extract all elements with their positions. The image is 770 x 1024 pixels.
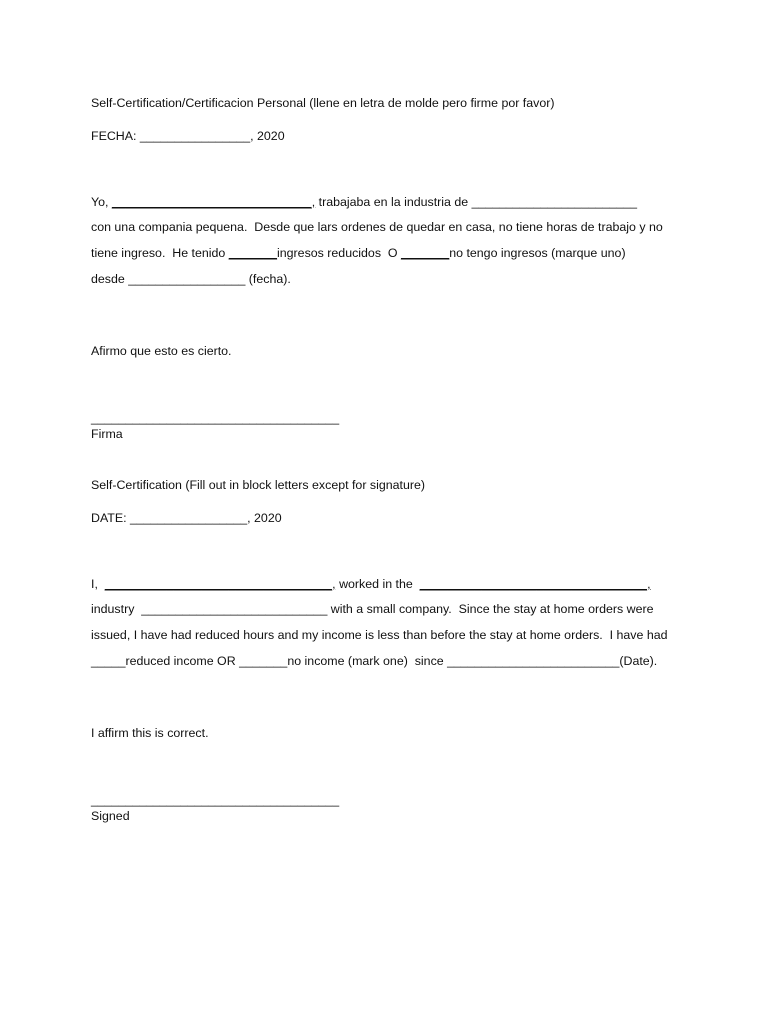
spanish-paragraph-line-3 — [91, 245, 626, 261]
english-worked-text: worked in the — [335, 577, 420, 591]
english-date-line: DATE: _________________, 2020 — [91, 511, 282, 525]
english-paragraph-line-3: issued, I have had reduced hours and my income is less than before the stay at home orders. I have had — [91, 628, 668, 642]
spanish-signature-line[interactable]: ____________________________________ — [91, 411, 340, 425]
spanish-name-label: Yo, — [91, 195, 112, 209]
spanish-name-field[interactable]: _____________________________, — [111, 195, 316, 209]
english-industry-field[interactable]: _________________________________, — [419, 577, 651, 591]
english-paragraph-line-2: industry ___________________________ with a small company. Since the stay at home orders were — [91, 602, 654, 616]
spanish-affirm: Afirmo que esto es cierto. — [91, 344, 232, 358]
english-signature-line[interactable]: ____________________________________ — [91, 793, 340, 807]
english-affirm: I affirm this is correct. — [91, 726, 209, 740]
english-title: Self-Certification (Fill out in block letters except for signature) — [91, 478, 425, 492]
spanish-paragraph-line-1 — [91, 194, 637, 210]
spanish-reduced-income-blank[interactable]: _______ — [228, 246, 278, 260]
spanish-paragraph-line-2: con una compania pequena. Desde que lars ordenes de quedar en casa, no tiene horas de trabajo y no — [91, 220, 663, 234]
english-paragraph-line-1 — [91, 576, 651, 592]
spanish-title: Self-Certification/Certificacion Personal (llene en letra de molde pero firme por favor) — [91, 96, 555, 110]
spanish-signature-label: Firma — [91, 427, 123, 441]
spanish-date-line: FECHA: ________________, 2020 — [91, 129, 285, 143]
english-signature-label: Signed — [91, 809, 130, 823]
english-paragraph-line-4: _____reduced income OR _______no income (mark one) since _________________________(Date). — [91, 654, 658, 668]
spanish-reduced-income-text: ingresos reducidos O — [277, 246, 401, 260]
spanish-had-text: tiene ingreso. He tenido — [91, 246, 229, 260]
spanish-no-income-blank[interactable]: _______ — [400, 246, 450, 260]
spanish-paragraph-line-4: desde _________________ (fecha). — [91, 272, 291, 286]
english-name-field[interactable]: _________________________________, — [104, 577, 336, 591]
spanish-industry-text: trabajaba en la industria de ________________________ — [315, 195, 637, 209]
spanish-no-income-text: no tengo ingresos (marque uno) — [449, 246, 626, 260]
english-name-label: I, — [91, 577, 105, 591]
